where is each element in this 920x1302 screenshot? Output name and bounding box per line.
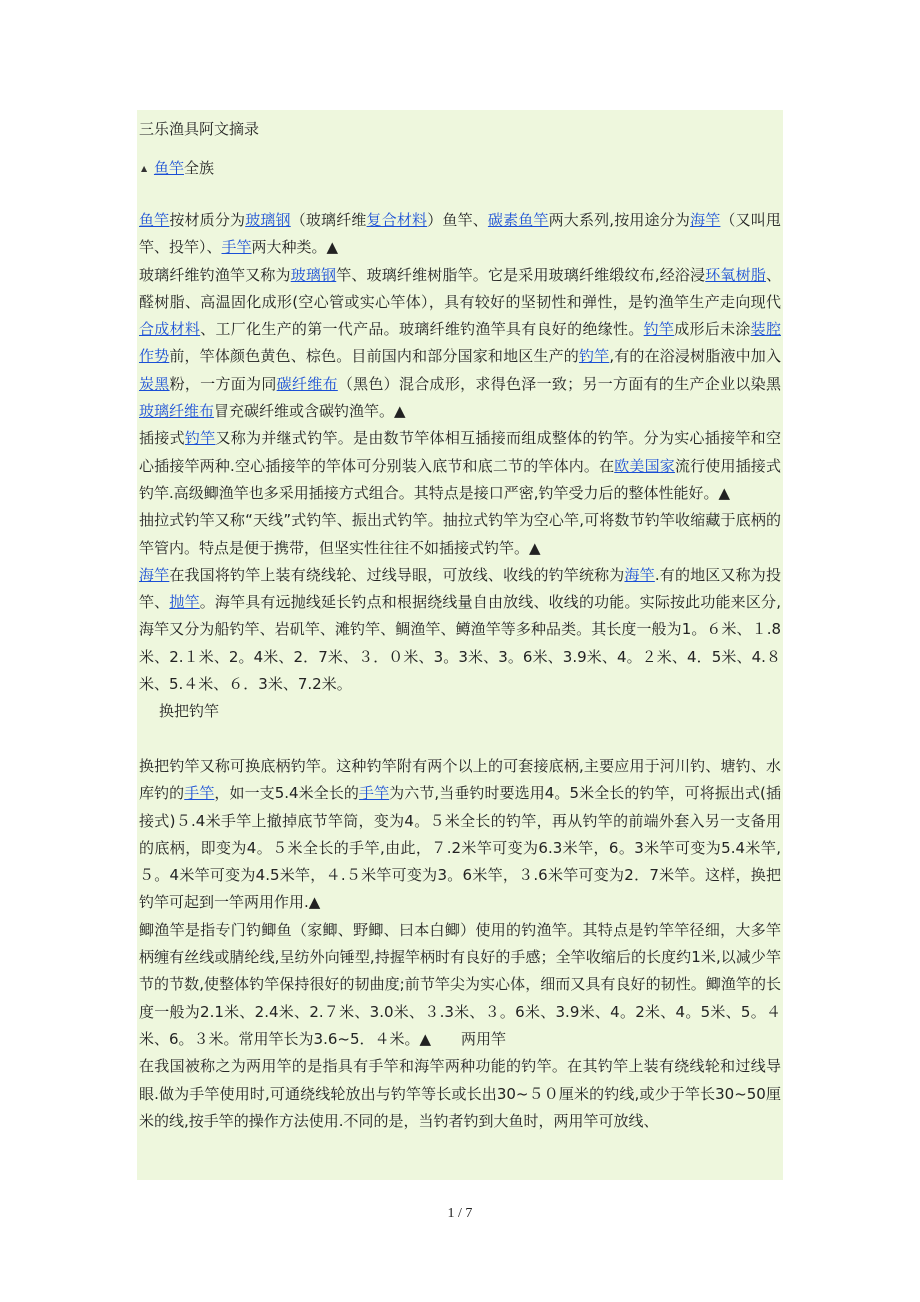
paragraph-text: 为六节,当垂钓时要选用4。5米全长的钓竿，可将振出式(插接式)５.4米手竿上撤掉底节竿筒，变为4。５米全长的钓竿，再从钓竿的前端外套入另一支备用的底柄，即变为4。５米全长的手竿,由此，７.2米竿可变为6.3米竿，6。3米竿可变为5.4米竿,５。4米竿可变为4.5米竿，４.５米竿可变为3。6米竿，３.6米竿可变为2．7米竿。这样，换把钓竿可起到一竿两用作用.▲ (139, 784, 781, 912)
paragraph (139, 753, 781, 917)
paragraph-text: 、醛树脂、高温固化成形(空心管或实心竿体），具有较好的坚韧性和弹性，是钓渔竿生产走向现代 (139, 265, 781, 311)
paragraph-text: 两大种类。▲ (251, 238, 339, 257)
term-link[interactable]: 玻璃钢 (290, 265, 337, 284)
paragraph (139, 917, 781, 1053)
paragraph-text: 在我国被称之为两用竿的是指具有手竿和海竿两种功能的钓竿。在其钓竿上装有绕线轮和过线导眼.做为手竿使用时,可通绕线轮放出与钓竿等长或长出30~５０厘米的钓线,或少于竿长30~50厘米的线,按手竿的操作方法使用.不同的是，当钓者钓到大鱼时，两用竿可放线、 (139, 1057, 781, 1130)
section-heading-text: 全族 (183, 159, 214, 177)
term-link[interactable]: 欧美国家 (614, 456, 675, 475)
paragraph-text: （玻璃纤维 (290, 211, 367, 229)
term-link[interactable]: 合成材料 (139, 320, 201, 339)
term-link[interactable]: 钓竿 (184, 429, 216, 448)
term-link[interactable]: 装腔作势 (139, 320, 781, 366)
paragraph-text: 前，竿体颜色黄色、棕色。目前国内和部分国家和地区生产的 (169, 347, 579, 366)
paragraph-text: 按材质分为 (169, 211, 246, 229)
term-link[interactable]: 手竿 (221, 238, 252, 257)
paragraph (139, 507, 781, 562)
paragraph (139, 698, 781, 725)
term-link[interactable]: 玻璃钢 (245, 211, 291, 229)
term-link[interactable]: 手竿 (358, 784, 390, 803)
paragraph-text: ,有的在浴浸树脂液中加入 (609, 347, 781, 366)
paragraph (139, 726, 781, 753)
page-content (137, 110, 783, 1180)
term-link[interactable]: 钓竿 (578, 347, 610, 366)
term-link[interactable]: 环氧树脂 (705, 265, 766, 284)
paragraph (139, 562, 781, 698)
term-link[interactable]: 手竿 (184, 784, 215, 803)
paragraph-text: 两大系列,按用途分为 (548, 211, 691, 229)
document-title: 三乐渔具阿文摘录 (139, 120, 260, 138)
section-heading (139, 157, 214, 180)
paragraph-text: 在我国将钓竿上装有绕线轮、过线导眼，可放线、收线的钓竿统称为 (169, 565, 625, 584)
paragraph-text: 鲫渔竿是指专门钓鲫鱼（家鲫、野鲫、曰本白鲫）使用的钓渔竿。其特点是钓竿竿径细，大多竿柄缠有丝线或腈纶线,呈纺外向锤型,持握竿柄时有良好的手感；全竿收缩后的长度约1米,以减少竿节的节数,使整体钓竿保持很好的韧曲度;前节竿尖为实心体，细而又具有良好的韧性。鲫渔竿的长度一般为2.1米、2.4米、2.７米、3.0米、３.3米、３。6米、3.9米、4。2米、4。5米、5。４米、6。３米。常用竿长为3.6~5．４米。▲ 两用竿 (139, 920, 781, 1048)
term-link[interactable]: 鱼竿 (139, 211, 170, 229)
term-link[interactable]: 复合材料 (366, 211, 428, 229)
page-number: 1 / 7 (447, 1206, 473, 1221)
paragraph-text: 换把钓竿又称可换底柄钓竿。这种钓竿附有两个以上的可套接底柄,主要应用于河川钓、塘钓、水库钓的 (139, 756, 781, 803)
term-link[interactable]: 碳素鱼竿 (487, 211, 549, 229)
paragraph-text: （黑色）混合成形，求得色泽一致；另一方面有的生产企业以染黑 (337, 374, 781, 393)
bullet-mark: ▲ (141, 163, 148, 173)
term-link[interactable]: 碳纤维布 (276, 374, 338, 393)
term-link[interactable]: 海竿 (624, 565, 655, 584)
term-link[interactable]: 玻璃纤维布 (139, 402, 215, 421)
paragraph-text: 抽拉式钓竿又称“天线”式钓竿、振出式钓竿。抽拉式钓竿为空心竿,可将数节钓竿收缩藏于底柄的竿管内。特点是便于携带，但坚实性往往不如插接式钓竿。▲ (139, 511, 781, 557)
paragraph-text: 换把钓竿 (159, 702, 220, 721)
paragraph-text: .有的地区又称为投竿、 (139, 565, 781, 612)
term-link[interactable]: 海竿 (690, 211, 721, 229)
paragraph-text: ，如一支5.4米全长的 (214, 784, 359, 803)
paragraph-text: 冒充碳纤维或含碳钓渔竿。▲ (214, 402, 406, 421)
paragraph-text: 、工厂化生产的第一代产品。玻璃纤维钓渔竿具有良好的绝缘性。 (200, 320, 644, 339)
document-body (139, 207, 781, 1135)
paragraph-text: 。海竿具有远抛线延长钓点和根据绕线量自由放线、收线的功能。实际按此功能来区分,海竿又分为船钓竿、岩矶竿、滩钓竿、鲷渔竿、鳟渔竿等多种品类。其长度一般为1。６米、１.8米、2.１米、2。4米、2．7米、３．０米、3。3米、3。6米、3.9米、4。２米、4．5米、4.８米、5.４米、６．3米、7.2米。 (139, 593, 781, 694)
term-link[interactable]: 海竿 (139, 565, 170, 584)
paragraph-text: 玻璃纤维钓渔竿又称为 (139, 265, 291, 284)
paragraph-text: （又叫甩竿、投竿）、 (139, 211, 781, 257)
section-link[interactable]: 鱼竿 (153, 159, 184, 177)
term-link[interactable]: 钓竿 (643, 320, 675, 339)
paragraph (139, 262, 781, 426)
term-link[interactable]: 抛竿 (169, 593, 200, 612)
paragraph-text: ）鱼竿、 (427, 211, 488, 229)
paragraph-text: 插接式 (139, 429, 185, 448)
term-link[interactable]: 炭黑 (139, 374, 170, 393)
paragraph (139, 1053, 781, 1135)
paragraph (139, 425, 781, 507)
paragraph-text: 粉，一方面为同 (169, 374, 277, 393)
paragraph (139, 207, 781, 262)
paragraph-text: 成形后未涂 (674, 320, 751, 339)
paragraph-text: 又称为并继式钓竿。是由数节竿体相互插接而组成整体的钓竿。分为实心插接竿和空心插接竿两种.空心插接竿的竿体可分别装入底节和底二节的竿体内。在 (139, 429, 781, 475)
paragraph-text: 竿、玻璃纤维树脂竿。它是采用玻璃纤维缎纹布,经浴浸 (336, 265, 706, 284)
paragraph-text: 流行使用插接式钓竿.高级鲫渔竿也多采用插接方式组合。其特点是接口严密,钓竿受力后的整体性能好。▲ (139, 456, 781, 502)
